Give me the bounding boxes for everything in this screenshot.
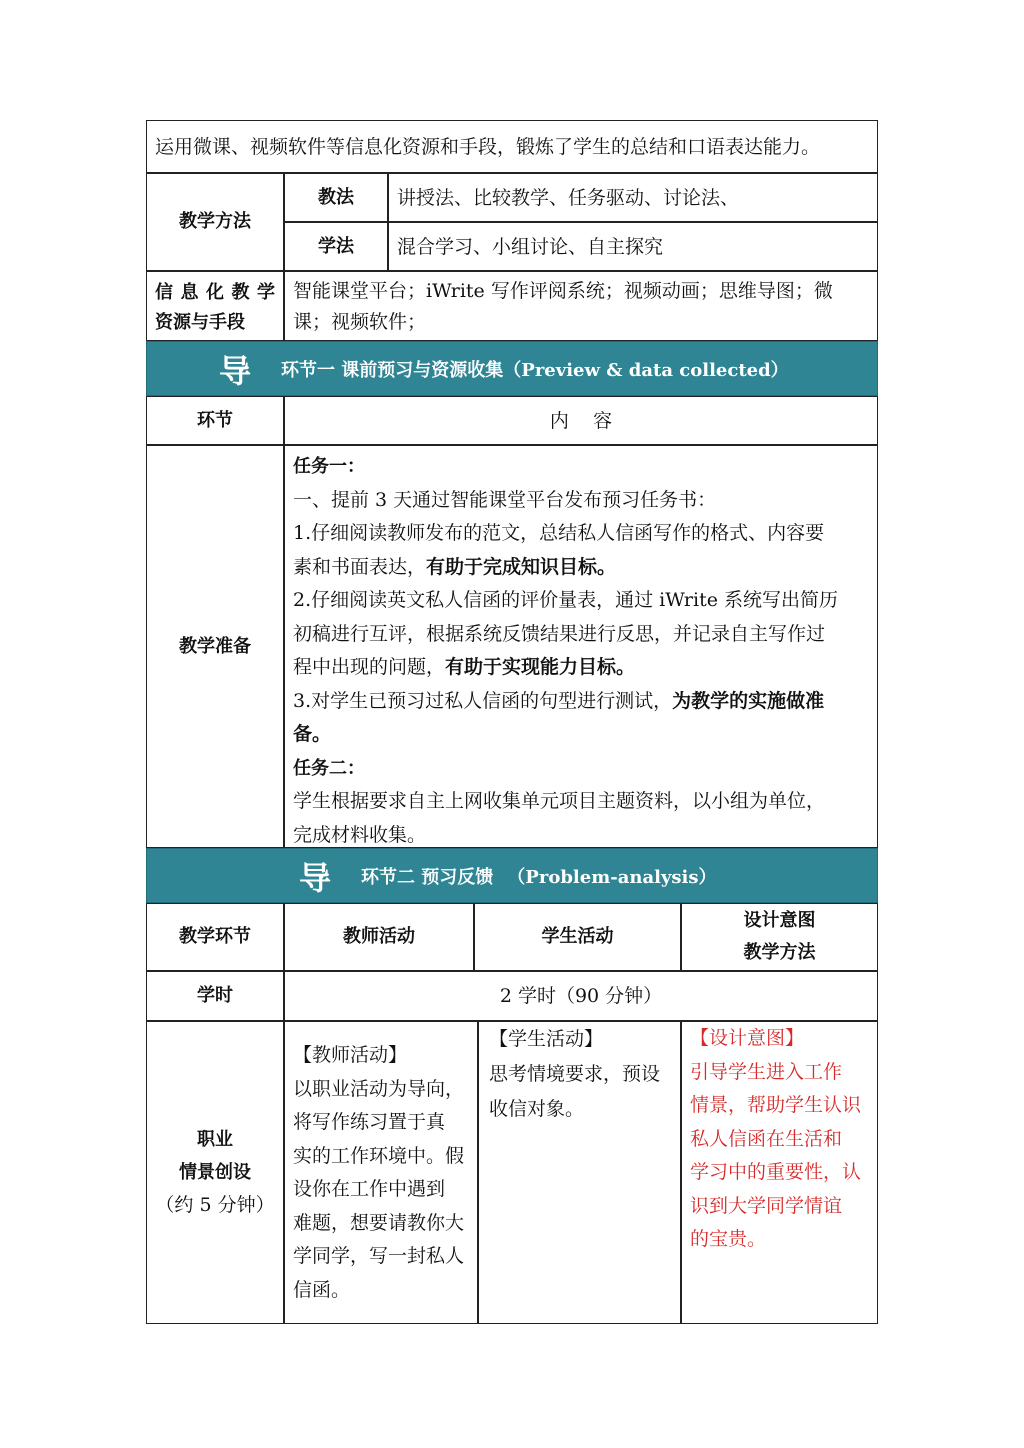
teacher-line: 实的工作环境中。假 (293, 1144, 465, 1167)
header1-content-cell (284, 396, 878, 445)
hours-label-cell (146, 971, 284, 1021)
prep-line-1: 一、提前 3 天通过智能课堂平台发布预习任务书： (293, 488, 717, 511)
header2-student-cell (474, 903, 681, 971)
header2-student: 学生活动 (541, 926, 614, 947)
section1-title: 环节一 课前预习与资源收集 (281, 359, 504, 381)
prep-label-cell (146, 445, 284, 848)
prep-line-7b: 为教学的实施做准 (672, 689, 825, 712)
design-line: 情景，帮助学生认识 (690, 1094, 862, 1116)
section2-banner (146, 848, 878, 903)
header1-content: 内 容 (549, 409, 613, 432)
prep-line-10: 完成材料收集。 (293, 823, 427, 846)
prep-line-3 (293, 551, 869, 585)
prep-line-6b: 有助于实现能力目标。 (445, 656, 636, 678)
scenario-label-cell (146, 1021, 284, 1324)
task1-title: 任务一： (293, 456, 365, 477)
header2-teacher-cell (284, 903, 474, 971)
header1-phase-cell (146, 396, 284, 445)
teacher-line: 以职业活动为导向， (293, 1077, 465, 1100)
scenario-label-line2: 情景创设 (179, 1162, 251, 1183)
teacher-line: 信函。 (293, 1278, 351, 1301)
header2-phase-cell (146, 903, 284, 971)
prep-line-7 (293, 685, 869, 719)
scenario-design-cell (681, 1021, 878, 1324)
prep-line-2: 1.仔细阅读教师发布的范文，总结私人信函写作的格式、内容要 (293, 522, 825, 544)
student-line: 收信对象。 (489, 1098, 585, 1120)
design-line: 的宝贵。 (690, 1228, 767, 1250)
learn-method-label: 学法 (318, 235, 354, 257)
student-line: 思考情境要求，预设 (489, 1063, 661, 1085)
summary-row (146, 120, 878, 173)
header2-design-line1: 设计意图 (743, 910, 816, 931)
section2-title: 环节二 预习反馈 (361, 866, 494, 888)
scenario-student-cell (478, 1021, 681, 1324)
summary-text: 运用微课、视频软件等信息化资源和手段，锻炼了学生的总结和口语表达能力。 (155, 135, 821, 158)
hours-value-cell (284, 971, 878, 1021)
methods-label-cell (146, 173, 284, 271)
prep-line-7a: 3.对学生已预习过私人信函的句型进行测试， (293, 689, 673, 712)
prep-line-5: 初稿进行互评，根据系统反馈结果进行反思，并记录自主写作过 (293, 622, 826, 645)
resources-label-line2: 资源与手段 (155, 312, 245, 333)
prep-line-6 (293, 651, 869, 685)
design-line: 私人信函在生活和 (690, 1127, 843, 1150)
prep-line-3b: 有助于完成知识目标。 (426, 555, 617, 578)
teach-method-value-cell (388, 173, 878, 222)
hours-label: 学时 (197, 985, 233, 1006)
section1-banner (146, 341, 878, 396)
teacher-line: 设你在工作中遇到 (293, 1178, 446, 1200)
learn-method-label-cell (284, 222, 388, 271)
prep-line-6a: 程中出现的问题， (293, 656, 446, 678)
header2-design-line2: 教学方法 (743, 942, 816, 963)
resources-value-line2: 课；视频软件； (293, 311, 427, 333)
section1-english: （Preview & data collected） (503, 359, 789, 381)
scenario-label-line3: （约 5 分钟） (155, 1194, 275, 1216)
scenario-label-line1: 职业 (197, 1129, 233, 1150)
learn-method-value-cell (388, 222, 878, 271)
prep-line-9: 学生根据要求自主上网收集单元项目主题资料，以小组为单位， (293, 790, 826, 812)
header2-teacher: 教师活动 (343, 926, 415, 947)
teacher-line: 【教师活动】 (293, 1044, 408, 1066)
section1-guide-char: 导 (219, 351, 252, 390)
resources-value-cell (284, 271, 878, 341)
section2-guide-char: 导 (299, 858, 332, 897)
prep-line-3a: 素和书面表达， (293, 555, 427, 578)
teach-method-value: 讲授法、比较教学、任务驱动、讨论法、 (397, 186, 740, 209)
methods-label: 教学方法 (179, 211, 251, 232)
header1-phase: 环节 (197, 409, 233, 431)
design-line: 引导学生进入工作 (690, 1060, 843, 1083)
teacher-line: 难题，想要请教你大 (293, 1211, 465, 1234)
teacher-line: 学同学，写一封私人 (293, 1245, 465, 1267)
teach-method-label-cell (284, 173, 388, 222)
resources-label-line1: 信息化教学 (155, 282, 275, 303)
section2-english: （Problem-analysis） (507, 866, 717, 888)
scenario-teacher-cell (284, 1021, 478, 1324)
design-line: 学习中的重要性，认 (690, 1161, 862, 1183)
teach-method-label: 教法 (318, 186, 354, 208)
prep-line-8: 备。 (293, 723, 332, 745)
design-line: 【设计意图】 (690, 1027, 805, 1049)
header2-phase: 教学环节 (179, 926, 251, 947)
header2-design-cell (681, 903, 878, 971)
prep-line-4: 2.仔细阅读英文私人信函的评价量表，通过 iWrite 系统写出简历 (293, 589, 838, 611)
resources-value-line1: 智能课堂平台；iWrite 写作评阅系统；视频动画；思维导图；微 (293, 280, 833, 302)
resources-label-cell (146, 271, 284, 341)
hours-value: 2 学时（90 分钟） (499, 985, 663, 1007)
student-line: 【学生活动】 (489, 1028, 604, 1050)
task2-title: 任务二： (293, 757, 365, 779)
design-line: 识到大学同学情谊 (690, 1194, 843, 1217)
prep-label: 教学准备 (179, 635, 251, 657)
teacher-line: 将写作练习置于真 (293, 1111, 446, 1133)
prep-content-cell (284, 445, 878, 848)
learn-method-value: 混合学习、小组讨论、自主探究 (397, 235, 664, 258)
